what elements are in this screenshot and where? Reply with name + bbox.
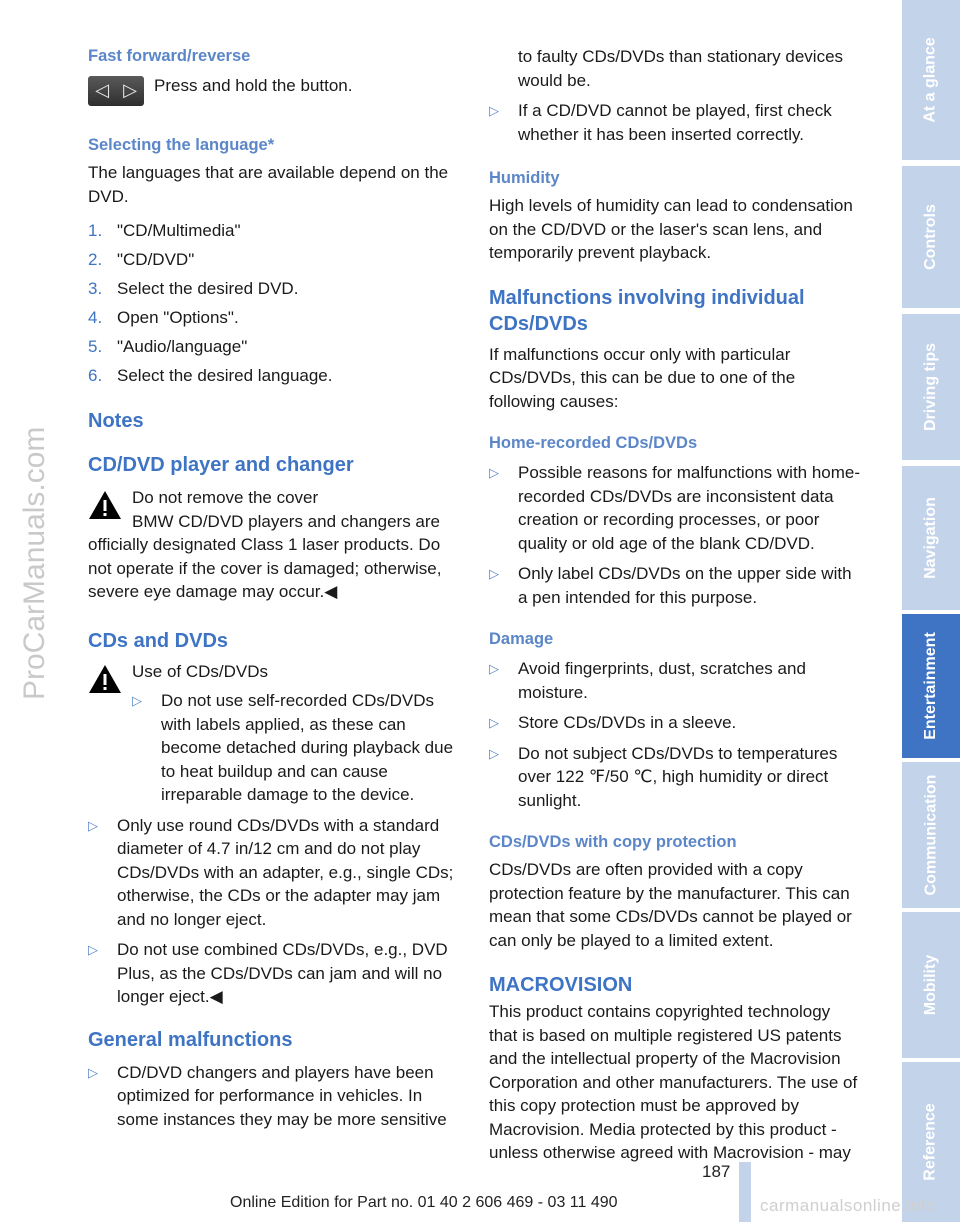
page-number: 187 <box>702 1162 731 1181</box>
list-item: 4. Open "Options". <box>88 308 239 327</box>
macrovision-text: This product contains copyrighted technology that is based on multiple registered US patents and the intellectual property of the Macrovision Corporation and other manufacturers. The use of this copy protection must be approved by Macrovision. Media protected by this product - unless otherwise agreed with Macrovision - may <box>489 1002 858 1162</box>
notes-heading: Notes <box>88 410 144 432</box>
warning-triangle-icon <box>88 490 122 520</box>
malfunctions-heading: Malfunctions involving individual CDs/DVDs <box>489 286 805 335</box>
general-heading: General malfunctions <box>88 1028 293 1051</box>
cds-bullets <box>88 814 462 1009</box>
damage-heading: Damage <box>489 630 554 648</box>
bullet-triangle-icon: ▷ <box>132 693 142 708</box>
list-item: ▷ Only use round CDs/DVDs with a standard diameter of 4.7 in/12 cm and do not play CDs/DVDs with an adapter, e.g., single CDs; otherwise, the CDs or the adapter may jam and no longer eject. <box>88 815 454 929</box>
copy-protection-text: CDs/DVDs are often provided with a copy protection feature by the manufacturer. This can mean that some CDs/DVDs cannot be played or can only be played to a limited extent. <box>489 860 852 950</box>
footer-logo: carmanualsonline.info <box>760 1196 936 1215</box>
list-item: ▷ Do not use combined CDs/DVDs, e.g., DVD Plus, as the CDs/DVDs can jam and will no longer eject.◀ <box>88 940 448 1006</box>
tab-navigation[interactable]: Navigation <box>902 466 960 610</box>
tab-mobility[interactable]: Mobility <box>902 912 960 1058</box>
warning-title: Do not remove the cover <box>132 488 319 507</box>
list-item: ▷ Only label CDs/DVDs on the upper side with a pen intended for this purpose. <box>489 564 852 607</box>
bullet-triangle-icon: ▷ <box>489 103 499 118</box>
language-heading: Selecting the language* <box>88 136 275 154</box>
bullet-triangle-icon: ▷ <box>489 661 499 676</box>
tab-entertainment[interactable]: Entertainment <box>902 614 960 758</box>
list-item: ▷ Store CDs/DVDs in a sleeve. <box>489 711 863 735</box>
list-item: ▷ CD/DVD changers and players have been optimized for performance in vehicles. In some instances they may be more sensitive <box>88 1062 447 1129</box>
cds-heading: CDs and DVDs <box>88 629 229 652</box>
ffrw-text: Press and hold the button. <box>154 76 353 95</box>
fast-forward-icon: ▷ <box>123 80 137 101</box>
tab-communication[interactable]: Communication <box>902 762 960 908</box>
list-item: ▷ Do not use self-recorded CDs/DVDs with labels applied, as these can become detached during playback due to heat buildup and can cause irreparable damage to the device. <box>132 691 454 804</box>
humidity-heading: Humidity <box>489 169 560 187</box>
continued-text: to faulty CDs/DVDs than stationary devices would be. <box>518 47 844 90</box>
warning-cover <box>88 486 462 604</box>
bullet-triangle-icon: ▷ <box>489 465 499 480</box>
home-recorded-heading: Home-recorded CDs/DVDs <box>489 434 698 452</box>
list-item: ▷ Possible reasons for malfunctions with home-recorded CDs/DVDs are inconsistent data creation or recording processes, or poor quality or old age of the blank CD/DVD. <box>489 463 861 553</box>
copy-protection-heading: CDs/DVDs with copy protection <box>489 833 737 851</box>
bullet-triangle-icon: ▷ <box>88 817 98 833</box>
warning-bullets <box>88 689 462 807</box>
ffrw-block <box>88 74 462 112</box>
warning-triangle-icon <box>88 664 122 694</box>
damage-bullets <box>489 657 863 812</box>
left-column <box>88 44 462 1138</box>
chapter-sidebar <box>902 0 960 1222</box>
warning-text: BMW CD/DVD players and changers are officially designated Class 1 laser products. Do not operate if the cover is damaged; otherwise, severe eye damage may occur.◀ <box>88 511 442 601</box>
tab-driving-tips[interactable]: Driving tips <box>902 314 960 460</box>
list-item: 1. "CD/Multimedia" <box>88 221 241 240</box>
ffrw-heading: Fast forward/reverse <box>88 47 251 65</box>
continued-bullets <box>489 99 863 146</box>
tab-reference[interactable]: Reference <box>902 1062 960 1222</box>
language-intro: The languages that are available depend on the DVD. <box>88 163 449 206</box>
bullet-triangle-icon: ▷ <box>489 715 499 730</box>
list-item: ▷ If a CD/DVD cannot be played, first check whether it has been inserted correctly. <box>489 101 832 144</box>
right-column <box>489 45 863 1165</box>
tab-controls[interactable]: Controls <box>902 166 960 308</box>
list-item: ▷ Do not subject CDs/DVDs to temperatures over 122 ℉/50 ℃, high humidity or direct sunlight. <box>489 743 838 810</box>
humidity-text: High levels of humidity can lead to condensation on the CD/DVD or the laser's scan lens, and temporarily prevent playback. <box>489 196 853 262</box>
list-item: ▷ Avoid fingerprints, dust, scratches and moisture. <box>489 659 806 702</box>
footer-edition: Online Edition for Part no. 01 40 2 606 469 - 03 11 490 <box>230 1194 618 1211</box>
list-item: 5. "Audio/language" <box>88 337 248 356</box>
bullet-triangle-icon: ▷ <box>489 566 499 581</box>
macrovision-heading: MACROVISION <box>489 974 633 996</box>
malfunctions-text: If malfunctions occur only with particular CDs/DVDs, this can be due to one of the following causes: <box>489 344 796 411</box>
warning-title: Use of CDs/DVDs <box>132 661 269 681</box>
bullet-triangle-icon: ▷ <box>88 1064 98 1080</box>
tab-at-a-glance[interactable]: At a glance <box>902 0 960 160</box>
bullet-triangle-icon: ▷ <box>88 942 98 957</box>
list-item: 3. Select the desired DVD. <box>88 279 299 298</box>
home-recorded-bullets <box>489 461 863 609</box>
list-item: 2. "CD/DVD" <box>88 250 195 269</box>
rewind-icon: ◁ <box>95 80 109 101</box>
warning-cds <box>88 660 462 807</box>
language-steps <box>88 216 462 390</box>
general-bullets <box>88 1061 462 1132</box>
ffrw-button-image <box>88 76 144 106</box>
player-heading: CD/DVD player and changer <box>88 454 354 476</box>
list-item: 6. Select the desired language. <box>88 366 333 385</box>
watermark: ProCarManuals.com <box>18 426 51 700</box>
page-marker-bar <box>739 1162 751 1222</box>
bullet-triangle-icon: ▷ <box>489 745 499 761</box>
